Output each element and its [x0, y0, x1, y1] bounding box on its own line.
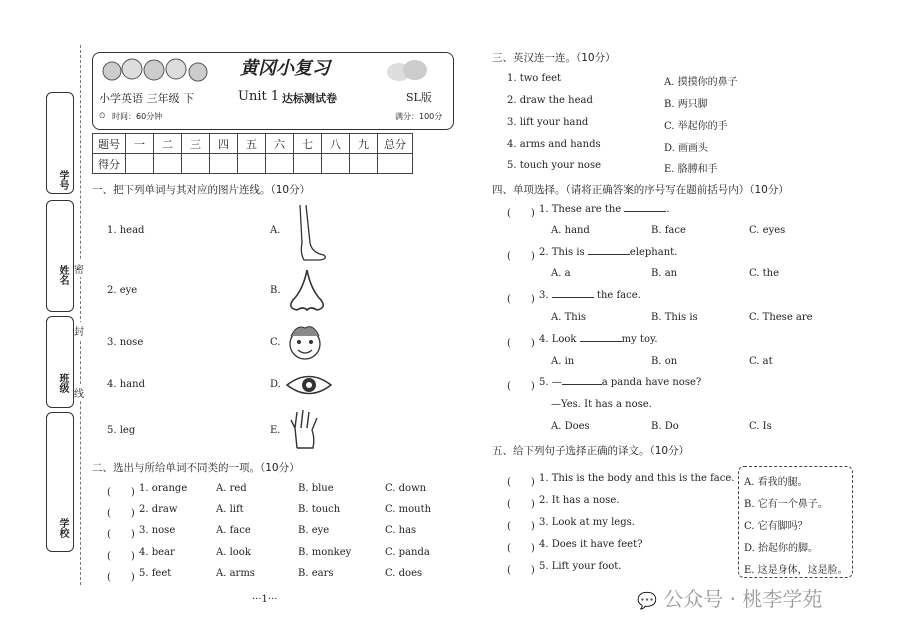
question: 3. the face. [539, 290, 641, 301]
kids-illustration [100, 55, 215, 87]
score-table [92, 133, 413, 174]
student-number-label: 学号 [57, 170, 68, 190]
wechat-icon: 💬 [637, 591, 657, 610]
answer-bracket[interactable]: ( ) [507, 251, 535, 262]
answer-bracket[interactable]: ( ) [507, 543, 535, 554]
full-score: 满分：100分 [395, 112, 443, 121]
score-cell[interactable] [294, 154, 322, 174]
score-col: 七 [294, 134, 322, 154]
seal-char-2: 封 [74, 322, 84, 339]
class-label: 班级 [57, 373, 68, 393]
s1-letter-e: E. [270, 425, 281, 436]
s3-left-2: 2. draw the head [507, 95, 593, 106]
section3-title: 三、英汉连一连。（10分） [492, 52, 616, 64]
question: 2. draw [139, 504, 178, 515]
unit-label: Unit 1 [238, 89, 280, 104]
s3-left-3: 3. lift your hand [507, 117, 589, 128]
option-c: C. the [749, 268, 780, 279]
answer-bracket[interactable]: ( ) [507, 294, 535, 305]
answer-bracket[interactable]: ( ) [507, 521, 535, 532]
s1-letter-a: A. [270, 225, 281, 236]
option-c: C. does [385, 568, 423, 579]
answer-bracket[interactable]: ( ) [107, 529, 135, 540]
score-cell[interactable] [126, 154, 154, 174]
question: 4. bear [139, 547, 175, 558]
watermark: 💬 公众号 · 桃李学苑 [637, 587, 823, 611]
score-cell[interactable] [182, 154, 210, 174]
cloud-decoration [385, 58, 430, 83]
s3-right-c: C. 举起你的手 [664, 121, 728, 132]
name-box [46, 200, 74, 312]
option-a: A. face [216, 525, 251, 536]
time-limit: 时间：60分钟 [112, 112, 163, 121]
score-cell[interactable] [238, 154, 266, 174]
answer-bracket[interactable]: ( ) [107, 551, 135, 562]
section1-title: 一、把下列单词与其对应的图片连线。（10分） [92, 184, 311, 196]
option-a: A. hand [551, 225, 590, 236]
answer-bracket[interactable]: ( ) [507, 338, 535, 349]
s5-option-d: D. 抬起你的脚。 [744, 543, 819, 554]
option-b: B. an [651, 268, 678, 279]
option-c: C. panda [385, 547, 430, 558]
option-c: C. eyes [749, 225, 786, 236]
score-cell[interactable] [378, 154, 413, 174]
score-col: 五 [238, 134, 266, 154]
section5-title: 五、给下列句子选择正确的译文。（10分） [492, 445, 690, 457]
option-b: B. touch [298, 504, 341, 515]
face-picture [283, 322, 327, 362]
section4-title: 四、单项选择。（请将正确答案的序号写在题前括号内）（10分） [492, 184, 789, 196]
score-col: 四 [210, 134, 238, 154]
s1-letter-b: B. [270, 285, 281, 296]
score-col: 题号 [93, 134, 126, 154]
question: 4. Look my toy. [539, 334, 658, 345]
option-b: B. Do [651, 421, 679, 432]
answer-bracket[interactable]: ( ) [107, 572, 135, 583]
option-b: B. This is [651, 312, 698, 323]
page-number: ···1··· [252, 594, 278, 605]
answer-bracket[interactable]: ( ) [507, 565, 535, 576]
edition-label: SL版 [406, 91, 432, 104]
score-col: 六 [266, 134, 294, 154]
score-col: 二 [154, 134, 182, 154]
s3-left-5: 5. touch your nose [507, 160, 601, 171]
subject-grade: 小学英语 三年级 下 [99, 92, 194, 105]
score-cell[interactable] [154, 154, 182, 174]
binding-dashed-line [80, 45, 81, 585]
s5-sentence-2: 2. It has a nose. [539, 495, 620, 506]
s5-option-e: E. 这是身体，这是脸。 [744, 565, 848, 576]
option-a: A. red [216, 483, 247, 494]
option-a: A. lift [216, 504, 244, 515]
answer-bracket[interactable]: ( ) [507, 499, 535, 510]
score-col: 九 [350, 134, 378, 154]
s1-letter-c: C. [270, 337, 281, 348]
eye-picture [284, 372, 334, 398]
answer-bracket[interactable]: ( ) [507, 381, 535, 392]
option-a: A. in [551, 356, 575, 367]
seal-char-1: 密 [74, 260, 84, 277]
clock-icon: ⏲ [99, 111, 106, 120]
s3-right-a: A. 摸摸你的鼻子 [664, 77, 738, 88]
score-cell[interactable] [322, 154, 350, 174]
option-a: A. This [551, 312, 587, 323]
s1-word-3: 3. nose [107, 337, 144, 348]
score-cell[interactable] [210, 154, 238, 174]
s5-sentence-4: 4. Does it have feet? [539, 539, 643, 550]
score-cell[interactable] [350, 154, 378, 174]
answer-bracket[interactable]: ( ) [507, 477, 535, 488]
s3-left-4: 4. arms and hands [507, 139, 601, 150]
option-b: B. monkey [298, 547, 352, 558]
answer-bracket[interactable]: ( ) [107, 487, 135, 498]
s1-letter-d: D. [270, 379, 281, 390]
name-label: 姓名 [57, 265, 68, 285]
leg-picture [290, 203, 330, 263]
seal-char-3: 线 [74, 384, 84, 401]
answer-bracket[interactable]: ( ) [507, 208, 535, 219]
s5-sentence-1: 1. This is the body and this is the face. [539, 473, 735, 484]
option-c: C. mouth [385, 504, 432, 515]
question: 2. This is elephant. [539, 247, 678, 258]
s1-word-2: 2. eye [107, 285, 138, 296]
option-c: C. down [385, 483, 427, 494]
score-row-label: 得分 [93, 154, 126, 174]
s1-word-4: 4. hand [107, 379, 145, 390]
score-col: 三 [182, 134, 210, 154]
score-header-row [93, 134, 413, 154]
brand-title: 黄冈小复习 [240, 58, 330, 79]
s3-right-e: E. 胳膊和手 [664, 164, 718, 175]
answer-line: —Yes. It has a nose. [551, 399, 652, 410]
hand-picture [287, 408, 323, 450]
score-col: 总分 [378, 134, 413, 154]
s5-sentence-5: 5. Lift your foot. [539, 561, 622, 572]
test-name: 达标测试卷 [282, 92, 337, 105]
question: 1. orange [139, 483, 188, 494]
question: 1. These are the . [539, 204, 670, 215]
option-b: B. face [651, 225, 686, 236]
score-col: 八 [322, 134, 350, 154]
question: 5. — a panda have nose? [539, 377, 702, 388]
nose-picture [285, 268, 330, 316]
s5-sentence-3: 3. Look at my legs. [539, 517, 635, 528]
option-b: B. blue [298, 483, 334, 494]
class-box [46, 316, 74, 408]
question: 3. nose [139, 525, 176, 536]
s5-option-b: B. 它有一个鼻子。 [744, 499, 828, 510]
score-cell[interactable] [266, 154, 294, 174]
section2-title: 二、选出与所给单词不同类的一项。（10分） [92, 462, 300, 474]
option-a: A. arms [216, 568, 255, 579]
s1-word-1: 1. head [107, 225, 145, 236]
s3-right-b: B. 两只脚 [664, 99, 708, 110]
score-value-row [93, 154, 413, 174]
question: 5. feet [139, 568, 172, 579]
score-col: 一 [126, 134, 154, 154]
option-b: B. ears [298, 568, 334, 579]
option-b: B. eye [298, 525, 330, 536]
s1-word-5: 5. leg [107, 425, 136, 436]
s3-right-d: D. 画画头 [664, 143, 709, 154]
option-c: C. These are [749, 312, 813, 323]
answer-bracket[interactable]: ( ) [107, 508, 135, 519]
option-c: C. Is [749, 421, 772, 432]
option-a: A. Does [551, 421, 590, 432]
option-c: C. at [749, 356, 773, 367]
s5-option-c: C. 它有脚吗？ [744, 521, 808, 532]
option-c: C. has [385, 525, 417, 536]
option-a: A. a [551, 268, 571, 279]
option-b: B. on [651, 356, 678, 367]
school-label: 学校 [57, 518, 68, 538]
s5-option-a: A. 看我的腿。 [744, 477, 808, 488]
s3-left-1: 1. two feet [507, 73, 562, 84]
option-a: A. look [216, 547, 251, 558]
